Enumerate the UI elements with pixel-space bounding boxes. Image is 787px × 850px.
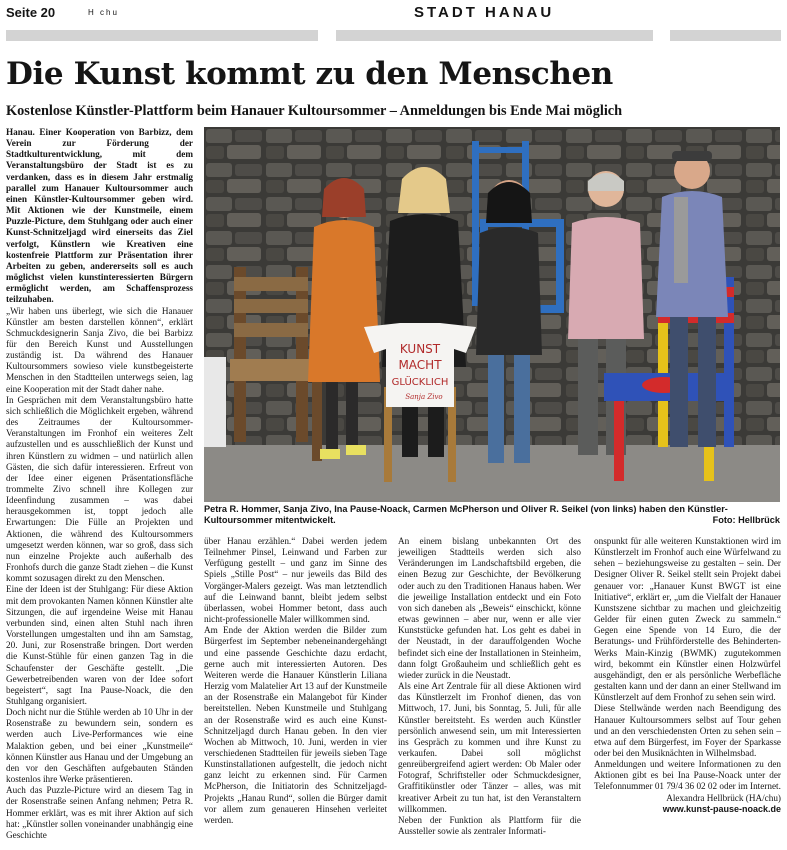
column-3 (398, 536, 581, 837)
group-photo-illustration (204, 127, 780, 502)
paragraph: Doch nicht nur die Stühle werden ab 10 Uhr in der Rosenstraße zu bewundern sein, sondern es werden auch Live-Performances wie eine Malaktion geben, und bei einer „Kunstmeile“ können Künstler aus Hanau und der Umgebung an den vor den Geschäften aufgebauten Ständen kostenlos ihre Werke präsentieren. (6, 707, 193, 785)
paragraph: Eine der Ideen ist der Stuhlgang: Für diese Aktion mit dem provokanten Namen können Künstler alte Sitzungen, die auf irgendeine Weise mit Hanau verbunden sind, einen alten Stuhl nach ihren Vorstellungen umgestalten und ihn am Samstag, 20. Juni, zur Rosenstraße bringen. Dort werden die Kunst-Stühle für einen ganzen Tag in die Schaufenster der Geschäfte gestellt. „Die Gewerbetreibenden waren von der Idee sofort begeistert“, sagt Ina Pause-Noack, die den Stuhlgang organisiert. (6, 584, 193, 706)
paragraph: Auch das Puzzle-Picture wird an diesem Tag in der Rosenstraße seinen Anfang nehmen; Petra R. Hommer erklärt, was es mit ihrer Aktion auf sich hat: „Künstler sollen voneinander unabhängig eine Geschichte (6, 785, 193, 840)
paragraph: Diese Stellwände werden nach Beendigung des Hanauer Kultoursommers selbst auf Tour gehen und an den verschiedensten Orten zu sehen sein – etwa auf dem Bürgerfest, im Foyer der Sparkasse oder bei den Musiknächten in Wilhelmsbad. (594, 703, 781, 758)
paragraph: onspunkt für alle weiteren Kunstaktionen wird im Künstlerzelt im Fronhof auch eine Würfelwand zu sehen – beziehungsweise zu gestalten – sein. Der Designer Oliver R. Seikel stellt sein Projekt dabei genauer vor: „Hanauer Kunst BWGT ist eine Initiative“, erklärt er, „um die Vielfalt der Hanauer Kunstszene sichtbar zu machen und gleichzeitig Gelder für einen guten Zweck zu sammeln.“ Gegen eine Spende von 14 Euro, die der Beratungs- und Frühförderstelle des Behinderten-Werks Main-Kinzig (BWMK) zugutekommen wird, bekommt ein Künstler einen Holzwürfel ausgehändigt, den er als persönliche Werbefläche gestalten kann und der dann an einer Stellwand im Künstlerzelt auf dem Fronhof zu sehen sein wird. (594, 536, 781, 703)
paragraph: Neben der Funktion als Plattform für die Aussteller sowie als zentraler Informati- (398, 814, 581, 837)
shirt-text-2: MACHT (398, 358, 442, 372)
shirt-text-1: KUNST (399, 342, 441, 356)
paragraph: An einem bislang unbekannten Ort des jeweiligen Stadtteils werden sich also Veränderungen im Landschaftsbild ergeben, die einen Bezug zur Geschichte, der Bevölkerung oder auch zu den Traditionen Hanaus haben. Wer die jeweilige Installation entdeckt und ein Foto von sich daneben als „Beweis“ einschickt, könne etwas gewinnen – aber nur, wenn er alle vier Kunststücke gefunden hat. Los geht es dabei in der Neustadt, in der darauffolgenden Woche befindet sich eine der Installationen in Steinheim, dann folgt Großauheim und schließlich geht es wieder zurück in die Neustadt. (398, 536, 581, 680)
header-bar-right (670, 30, 781, 41)
paragraph: über Hanau erzählen.“ Dabei werden jedem Teilnehmer Pinsel, Leinwand und Farben zur Verfügung gestellt – und ganz im Sinne des Spiels „Stille Post“ – nur jeweils das Bild des Vorgänger-Malers gezeigt. Was man letztendlich auf die Leinwand bannt, bleibt jedem selbst überlassen, wobei Hommer betont, dass auch nicht-professionelle Maler willkommen sind. (204, 536, 387, 625)
paragraph: Als eine Art Zentrale für all diese Aktionen wird das Künstlerzelt im Fronhof dienen, das von Mittwoch, 17. Juni, bis Sonntag, 5. Juli, für alle Künstler bereitsteht. Es werden auch Künstler persönlich anwesend sein, um mit Interessierten ins Gespräch zu kommen und ihre Kunst zu verkaufen. Dabei soll möglichst genreübergreifend agiert werden: Ob Maler oder Fotograf, Schriftsteller oder Schmuckdesigner, Graffitikünstler oder Tänzer – alles, was mit kreativer Arbeit zu tun hat, ist den Veranstaltern willkommen. (398, 681, 581, 814)
photo-caption-block (204, 504, 780, 526)
column-4 (594, 536, 781, 815)
shirt-signature: Sanja Zivo (405, 393, 443, 401)
paragraph: „Wir haben uns überlegt, wie sich die Hanauer Künstler am besten darstellen können“, erklärt Schmuckdesignerin Sanja Zivo, die bei Barbizz für den Bereich Kunst und Ausstellungen zuständig ist. Da während des Hanauer Kultoursommers sowieso viele kunstbegeisterte Menschen in den Stadtteilen unterwegs seien, lag eine Kooperation mit der Stadt daher nahe. (6, 305, 193, 394)
website-link[interactable]: www.kunst-pause-noack.de (662, 803, 781, 814)
photo-caption: Petra R. Hommer, Sanja Zivo, Ina Pause-Noack, Carmen McPherson und Oliver R. Seikel (von links) haben den Künstler-Kultoursommer mitentwickelt. (204, 504, 728, 525)
paragraph: Am Ende der Aktion werden die Bilder zum Bürgerfest im September nebeneinandergehängt und eine passende Geschichte dazu erdacht, gerne auch mit interessierten Autoren. Des Weiteren werde die Hanauer Künstlerin Liliana Herzig vom Malatelier Art 13 auf der Kunstmeile an der Rosenstraße ein Malangebot für Kinder bereitstellen. Neben Kunstmeile und Stuhlgang an der Rosenstraße wird es auch eine Kunst-Schnitzeljagd durch Hanau geben. In den vier Wochen ab Mittwoch, 10. Juni, werden in vier verschiedenen Stadtteilen für jeweils sieben Tage Kunstinstallationen aufgestellt, die jedoch nicht ganz leicht zu erkennen sind. Für Carmen McPherson, die Initiatorin des Schnitzeljagd-Projekts „Hanau Rund“, sollen die Bürger damit vor allem zum genaueren Hinsehen verleitet werden. (204, 625, 387, 825)
article-headline: Die Kunst kommt zu den Menschen (6, 56, 613, 92)
edition-mark: H chu (88, 8, 119, 17)
photo-credit: Foto: Hellbrück (712, 515, 780, 525)
column-2 (204, 536, 387, 826)
paragraph: In Gesprächen mit dem Veranstaltungsbüro hatte sich schließlich die Möglichkeit ergeben, während des Zeitraumes der Kultoursommer-Veranstaltungen im Fronhof ein weiteres Zelt aufzustellen und es ausschließlich der Kunst und ihren Künstlern zu widmen – und natürlich allen Gästen, die sich dafür interessieren. Erfreut von der Idee einer eigenen Präsentationsfläche trommelte Zivo schnell ihre Kollegen zur Ideenfindung zusammen – was dabei herausgekommen ist, toppt jedoch alle Erwartungen: Die Fülle an Projekten und Aktionen, die während des Kultoursommers umgesetzt werden können, war so groß, dass sich nun einzelne Projekte auch außerhalb des Fronhofs durch die ganze Stadt ziehen – die Kunst kommt sozusagen direkt zu den Menschen. (6, 394, 193, 584)
author-byline: Alexandra Hellbrück (HA/chu) (666, 792, 781, 803)
page-header (6, 4, 781, 26)
header-bar-left (6, 30, 318, 41)
shirt-text-3: GLÜCKLICH (391, 377, 449, 388)
article-subheadline: Kostenlose Künstler-Plattform beim Hanauer Kultoursommer – Anmeldungen bis Ende Mai möglich (6, 103, 623, 119)
header-bar-middle (336, 30, 653, 41)
column-1 (6, 127, 193, 841)
section-title: STADT HANAU (414, 4, 555, 21)
paragraph: Anmeldungen und weitere Informationen zu den Aktionen gibt es bei Ina Pause-Noack unter der Telefonnummer 01 79/4 36 02 02 oder im Internet. (594, 759, 781, 792)
article-lead: Hanau. Einer Kooperation von Barbizz, dem Verein zur Förderung der Stadtkulturentwicklung, mit dem Veranstaltungsbüro der Stadt ist es zu verdanken, dass es in diesem Jahr erstmalig parallel zum Hanauer Kultoursommer auch einen Künstler-Kultoursommer geben wird. Mit Aktionen wie der Kunstmeile, einem Puzzle-Picture, dem Stuhlgang oder auch einer Kunst-Schnitzeljagd wird einerseits das Ziel verfolgt, Künstlern wie Kreativen eine kostenfreie Plattform zur Präsentation ihrer Arbeiten zu geben, andererseits soll es auch möglichst vielen kunstinteressierten Bürgern ermöglicht werden, am Schaffensprozess teilzuhaben. (6, 127, 193, 305)
page-number: Seite 20 (6, 5, 56, 20)
article-photo (204, 127, 780, 502)
